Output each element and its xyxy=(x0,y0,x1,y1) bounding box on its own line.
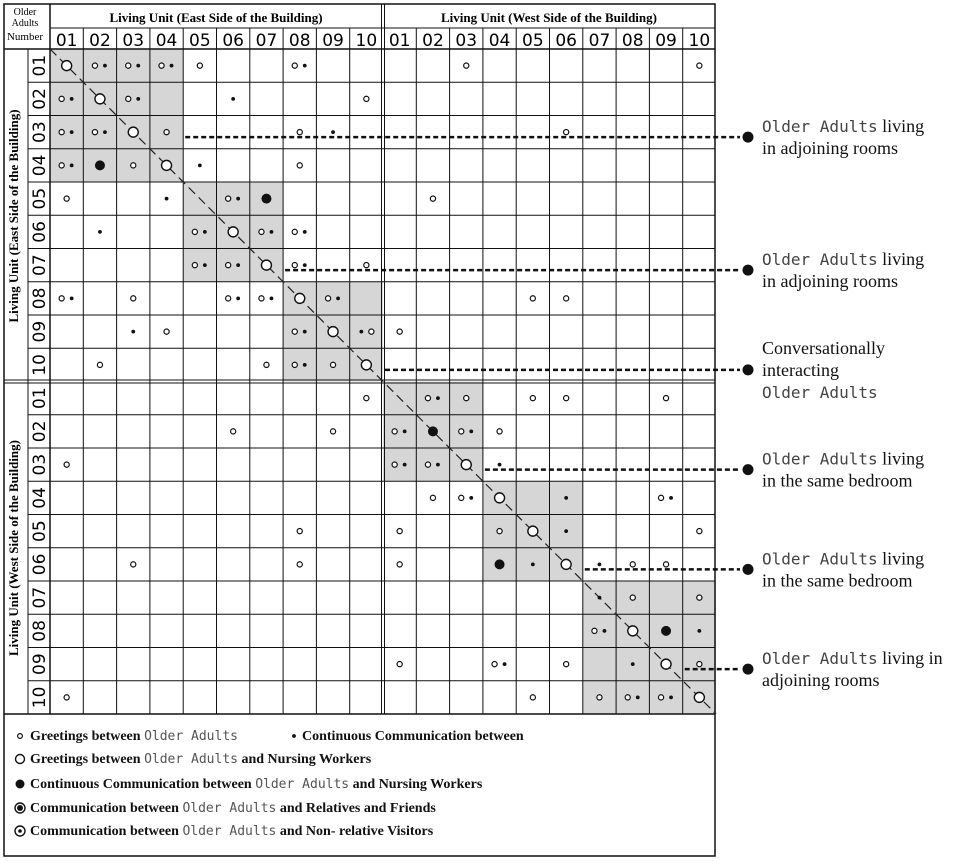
row-number-label: 08 xyxy=(30,620,50,642)
legend-text-segment: Older Adults xyxy=(255,777,350,792)
nursing-greeting-mark xyxy=(561,559,571,569)
continuous-communication-mark xyxy=(336,296,340,300)
row-number-label: 09 xyxy=(30,653,50,675)
continuous-communication-mark xyxy=(331,130,335,134)
callout-text xyxy=(762,360,839,380)
column-number-label: 01 xyxy=(55,31,78,51)
continuous-communication-mark xyxy=(165,197,169,201)
continuous-communication-mark xyxy=(636,695,640,699)
nursing-greeting-mark xyxy=(661,659,671,669)
legend-text xyxy=(30,801,436,816)
continuous-communication-mark xyxy=(70,296,74,300)
greeting-mark xyxy=(226,296,231,301)
column-number-label: 04 xyxy=(155,31,178,51)
greeting-mark xyxy=(697,662,702,667)
nursing-communication-mark xyxy=(661,626,671,636)
greeting-mark xyxy=(497,529,502,534)
legend-text-segment: and Non- relative Visitors xyxy=(276,824,434,839)
greeting-mark xyxy=(663,562,668,567)
continuous-communication-mark xyxy=(669,496,673,500)
callout-text xyxy=(762,648,943,668)
continuous-communication-mark xyxy=(697,629,701,633)
greeting-mark xyxy=(292,329,297,334)
greeting-mark xyxy=(325,296,330,301)
nursing-communication-mark xyxy=(495,559,505,569)
continuous-communication-mark xyxy=(403,463,407,467)
callout-text-segment: Older Adults xyxy=(762,250,878,270)
legend-text-segment: and Nursing Workers xyxy=(237,752,372,767)
callout-text-segment: Older Adults xyxy=(762,117,878,137)
greeting-mark xyxy=(592,628,597,633)
callout-text-segment: Older Adults xyxy=(762,649,878,669)
legend-text-segment: Older Adults xyxy=(144,752,238,767)
nursing-greeting-mark xyxy=(62,61,72,71)
callout-dot xyxy=(743,664,754,675)
greeting-mark xyxy=(663,396,668,401)
continuous-communication-mark xyxy=(203,263,207,267)
legend-text xyxy=(30,752,372,767)
greeting-mark xyxy=(131,296,136,301)
nursing-greeting-mark xyxy=(295,293,305,303)
continuous-communication-mark xyxy=(103,130,107,134)
row-number-label: 03 xyxy=(30,453,50,476)
callout-text xyxy=(762,471,912,491)
greeting-mark xyxy=(264,362,269,367)
col-group-west-label: Living Unit (West Side of the Building) xyxy=(441,10,657,25)
column-number-label: 07 xyxy=(588,31,611,51)
greeting-mark xyxy=(92,130,97,135)
row-number-label: 04 xyxy=(30,487,50,509)
row-number-label: 02 xyxy=(30,420,50,443)
greeting-mark xyxy=(397,529,402,534)
greeting-mark xyxy=(59,296,64,301)
nursing-greeting-mark xyxy=(528,526,538,536)
callout-text xyxy=(762,116,924,136)
continuous-communication-mark xyxy=(236,197,240,201)
greeting-mark xyxy=(697,529,702,534)
legend-text xyxy=(302,729,524,744)
callout-text xyxy=(762,271,898,291)
row-number-label: 06 xyxy=(30,221,50,243)
continuous-communication-mark xyxy=(303,263,307,267)
corner-label-line1: Older xyxy=(13,7,37,18)
continuous-communication-mark xyxy=(231,97,235,101)
greeting-mark xyxy=(364,396,369,401)
continuous-communication-mark xyxy=(531,562,535,566)
row-group-west-label: Living Unit (West Side of the Building) xyxy=(6,440,21,656)
column-number-label: 08 xyxy=(621,31,644,51)
greeting-mark xyxy=(64,695,69,700)
greeting-mark xyxy=(697,595,702,600)
legend-nursing-greeting-symbol xyxy=(16,755,25,764)
greeting-mark xyxy=(64,462,69,467)
corner-label-line2: Adults xyxy=(11,18,39,29)
continuous-communication-mark xyxy=(303,363,307,367)
nursing-greeting-mark xyxy=(95,94,105,104)
continuous-communication-mark xyxy=(303,230,307,234)
callout-text xyxy=(762,249,924,269)
callout-dot xyxy=(743,265,754,276)
callout-text xyxy=(762,670,880,690)
column-number-label: 09 xyxy=(322,31,344,51)
greeting-mark xyxy=(564,296,569,301)
greeting-mark xyxy=(464,63,469,68)
greeting-mark xyxy=(231,429,236,434)
continuous-communication-mark xyxy=(270,296,274,300)
greeting-mark xyxy=(497,429,502,434)
continuous-communication-mark xyxy=(203,230,207,234)
greeting-mark xyxy=(425,462,430,467)
continuous-communication-mark xyxy=(359,330,363,334)
callout-dot xyxy=(743,364,754,375)
greeting-mark xyxy=(164,329,169,334)
greeting-mark xyxy=(192,229,197,234)
legend-text xyxy=(30,777,483,792)
greeting-mark xyxy=(658,495,663,500)
continuous-communication-mark xyxy=(136,64,140,68)
continuous-communication-mark xyxy=(469,429,473,433)
greeting-mark xyxy=(131,562,136,567)
callout-dot xyxy=(743,564,754,575)
greeting-mark xyxy=(330,362,335,367)
continuous-communication-mark xyxy=(631,662,635,666)
callout-text xyxy=(762,138,898,158)
column-number-label: 10 xyxy=(355,31,378,51)
greeting-mark xyxy=(369,329,374,334)
legend xyxy=(15,729,524,839)
legend-text-segment: Continuous Communication between xyxy=(30,777,256,792)
callout-text-segment: in adjoining rooms xyxy=(762,271,898,292)
callout-text xyxy=(762,338,885,358)
greeting-mark xyxy=(530,296,535,301)
row-number-label: 04 xyxy=(30,154,50,177)
greeting-mark xyxy=(392,462,397,467)
greeting-mark xyxy=(159,63,164,68)
nursing-greeting-mark xyxy=(328,327,338,337)
legend-text xyxy=(30,824,434,839)
greeting-mark xyxy=(397,329,402,334)
greeting-mark xyxy=(192,263,197,268)
legend-text-segment: Communication between xyxy=(30,824,183,839)
continuous-communication-mark xyxy=(669,695,673,699)
row-number-label: 05 xyxy=(30,187,50,210)
continuous-communication-mark xyxy=(436,396,440,400)
row-number-label: 07 xyxy=(30,254,50,276)
greeting-mark xyxy=(425,396,430,401)
row-number-label: 01 xyxy=(30,54,50,77)
callout-text-segment: living in xyxy=(877,648,943,669)
legend-text xyxy=(30,729,238,744)
legend-text-segment: Greetings between xyxy=(30,729,145,744)
greeting-mark xyxy=(464,396,469,401)
greeting-mark xyxy=(126,63,131,68)
callout-text-segment: Older Adults xyxy=(762,382,878,402)
callout-text-segment: living xyxy=(877,548,925,569)
nursing-greeting-mark xyxy=(128,127,138,137)
continuous-communication-mark xyxy=(436,463,440,467)
row-number-label: 05 xyxy=(30,520,50,542)
corner-label-line3: Number xyxy=(6,31,44,43)
greeting-mark xyxy=(297,130,302,135)
greeting-mark xyxy=(292,263,297,268)
nursing-greeting-mark xyxy=(628,626,638,636)
callout-dot xyxy=(743,464,754,475)
greeting-mark xyxy=(197,63,202,68)
callout-text-segment: living xyxy=(877,249,925,270)
greeting-mark xyxy=(297,163,302,168)
legend-text-segment: and Nursing Workers xyxy=(349,777,483,792)
row-number-label: 02 xyxy=(30,88,50,110)
continuous-communication-mark xyxy=(598,596,602,600)
greeting-mark xyxy=(126,96,131,101)
greeting-mark xyxy=(259,229,264,234)
continuous-communication-mark xyxy=(303,330,307,334)
greeting-mark xyxy=(292,362,297,367)
continuous-communication-mark xyxy=(103,64,107,68)
greeting-mark xyxy=(564,396,569,401)
callout-text xyxy=(762,449,924,469)
callout-text-segment: Older Adults xyxy=(762,449,878,469)
greeting-mark xyxy=(658,695,663,700)
row-number-label: 09 xyxy=(30,320,50,343)
row-number-label: 01 xyxy=(30,387,50,409)
greeting-mark xyxy=(297,562,302,567)
nursing-greeting-mark xyxy=(461,460,471,470)
greeting-mark xyxy=(597,695,602,700)
legend-greeting-symbol xyxy=(18,734,23,739)
row-number-label: 08 xyxy=(30,287,50,310)
row-number-label: 03 xyxy=(30,121,50,143)
column-number-label: 06 xyxy=(555,31,577,51)
column-number-label: 05 xyxy=(522,31,544,51)
nursing-communication-mark xyxy=(261,194,271,204)
continuous-communication-mark xyxy=(564,496,568,500)
nursing-greeting-mark xyxy=(694,692,704,702)
callout-text-segment: living xyxy=(877,116,925,137)
continuous-communication-mark xyxy=(403,429,407,433)
callout-text-segment: Conversationally xyxy=(762,337,885,358)
greeting-mark xyxy=(430,196,435,201)
column-number-label: 03 xyxy=(122,31,145,51)
nursing-greeting-mark xyxy=(261,260,271,270)
continuous-communication-mark xyxy=(136,97,140,101)
legend-text-segment: and Relatives and Friends xyxy=(276,801,436,816)
legend-relatives-symbol-core xyxy=(17,805,23,811)
column-number-label: 08 xyxy=(288,31,311,51)
row-number-label: 06 xyxy=(30,553,50,576)
callout-text-segment: Older Adults xyxy=(762,549,878,569)
greeting-mark xyxy=(564,130,569,135)
column-number-label: 06 xyxy=(222,31,244,51)
greeting-mark xyxy=(630,562,635,567)
greeting-mark xyxy=(297,529,302,534)
callout-text-segment: interacting xyxy=(762,359,839,380)
greeting-mark xyxy=(292,63,297,68)
column-number-label: 03 xyxy=(455,31,478,51)
greeting-mark xyxy=(59,130,64,135)
legend-text-segment: Continuous Communication between xyxy=(302,729,524,744)
greeting-mark xyxy=(330,429,335,434)
col-group-east-label: Living Unit (East Side of the Building) xyxy=(109,10,323,25)
greeting-mark xyxy=(364,96,369,101)
column-number-label: 04 xyxy=(488,31,511,51)
legend-text-segment: Greetings between xyxy=(30,752,145,767)
callout-text xyxy=(762,548,924,568)
greeting-mark xyxy=(226,196,231,201)
greeting-mark xyxy=(530,695,535,700)
greeting-mark xyxy=(397,562,402,567)
legend-text-segment: Communication between xyxy=(30,801,183,816)
continuous-communication-mark xyxy=(564,529,568,533)
callout-text-segment: in the same bedroom xyxy=(762,470,913,491)
greeting-mark xyxy=(625,695,630,700)
row-number-label: 07 xyxy=(30,586,50,609)
column-number-label: 10 xyxy=(688,31,711,51)
greeting-mark xyxy=(459,429,464,434)
legend-visitors-symbol-core xyxy=(18,829,22,833)
nursing-greeting-mark xyxy=(361,360,371,370)
continuous-communication-mark xyxy=(170,64,174,68)
greeting-mark xyxy=(92,63,97,68)
row-number-label: 10 xyxy=(30,354,50,376)
column-number-label: 02 xyxy=(89,31,111,51)
nursing-greeting-mark xyxy=(162,160,172,170)
greeting-mark xyxy=(131,163,136,168)
continuous-communication-mark xyxy=(303,64,307,68)
continuous-communication-mark xyxy=(70,163,74,167)
greeting-mark xyxy=(364,263,369,268)
row-group-east-label: Living Unit (East Side of the Building) xyxy=(6,109,21,323)
greeting-mark xyxy=(397,662,402,667)
greeting-mark xyxy=(697,63,702,68)
callout-text-segment: in adjoining rooms xyxy=(762,138,898,159)
continuous-communication-mark xyxy=(131,330,135,334)
continuous-communication-mark xyxy=(270,230,274,234)
callout-text-segment: adjoining rooms xyxy=(762,670,880,691)
greeting-mark xyxy=(59,163,64,168)
legend-text-segment: Older Adults xyxy=(144,729,238,744)
greeting-mark xyxy=(226,263,231,268)
legend-text-segment: Older Adults xyxy=(182,801,277,816)
continuous-communication-mark xyxy=(236,263,240,267)
greeting-mark xyxy=(97,362,102,367)
callouts xyxy=(185,116,942,690)
continuous-communication-mark xyxy=(498,463,502,467)
column-number-label: 09 xyxy=(655,31,677,51)
greeting-mark xyxy=(530,396,535,401)
callout-text-segment: in the same bedroom xyxy=(762,570,913,591)
column-number-label: 02 xyxy=(422,31,444,51)
nursing-communication-mark xyxy=(428,426,438,436)
greeting-mark xyxy=(64,196,69,201)
continuous-communication-mark xyxy=(70,97,74,101)
row-number-label: 10 xyxy=(30,686,50,709)
callout-dot xyxy=(743,132,754,143)
continuous-communication-mark xyxy=(70,130,74,134)
greeting-mark xyxy=(164,130,169,135)
continuous-communication-mark xyxy=(469,496,473,500)
column-number-label: 05 xyxy=(189,31,211,51)
greeting-mark xyxy=(564,662,569,667)
legend-nursing-communication-symbol xyxy=(16,780,25,789)
greeting-mark xyxy=(430,495,435,500)
legend-text-segment: Older Adults xyxy=(182,824,277,839)
column-number-label: 07 xyxy=(255,31,278,51)
continuous-communication-mark xyxy=(503,662,507,666)
greeting-mark xyxy=(492,662,497,667)
continuous-communication-mark xyxy=(236,296,240,300)
greeting-mark xyxy=(459,495,464,500)
greeting-mark xyxy=(259,296,264,301)
greeting-mark xyxy=(392,429,397,434)
continuous-communication-mark xyxy=(98,230,102,234)
nursing-communication-mark xyxy=(95,160,105,170)
callout-text xyxy=(762,383,878,402)
nursing-greeting-mark xyxy=(495,493,505,503)
callout-text-segment: living xyxy=(877,448,925,469)
continuous-communication-mark xyxy=(603,629,607,633)
callout-text xyxy=(762,570,912,590)
nursing-greeting-mark xyxy=(228,227,238,237)
continuous-communication-mark xyxy=(598,562,602,566)
legend-continuous-symbol xyxy=(292,734,296,738)
greeting-mark xyxy=(630,595,635,600)
column-number-label: 01 xyxy=(388,31,411,51)
continuous-communication-mark xyxy=(198,163,202,167)
greeting-mark xyxy=(59,96,64,101)
greeting-mark xyxy=(292,229,297,234)
